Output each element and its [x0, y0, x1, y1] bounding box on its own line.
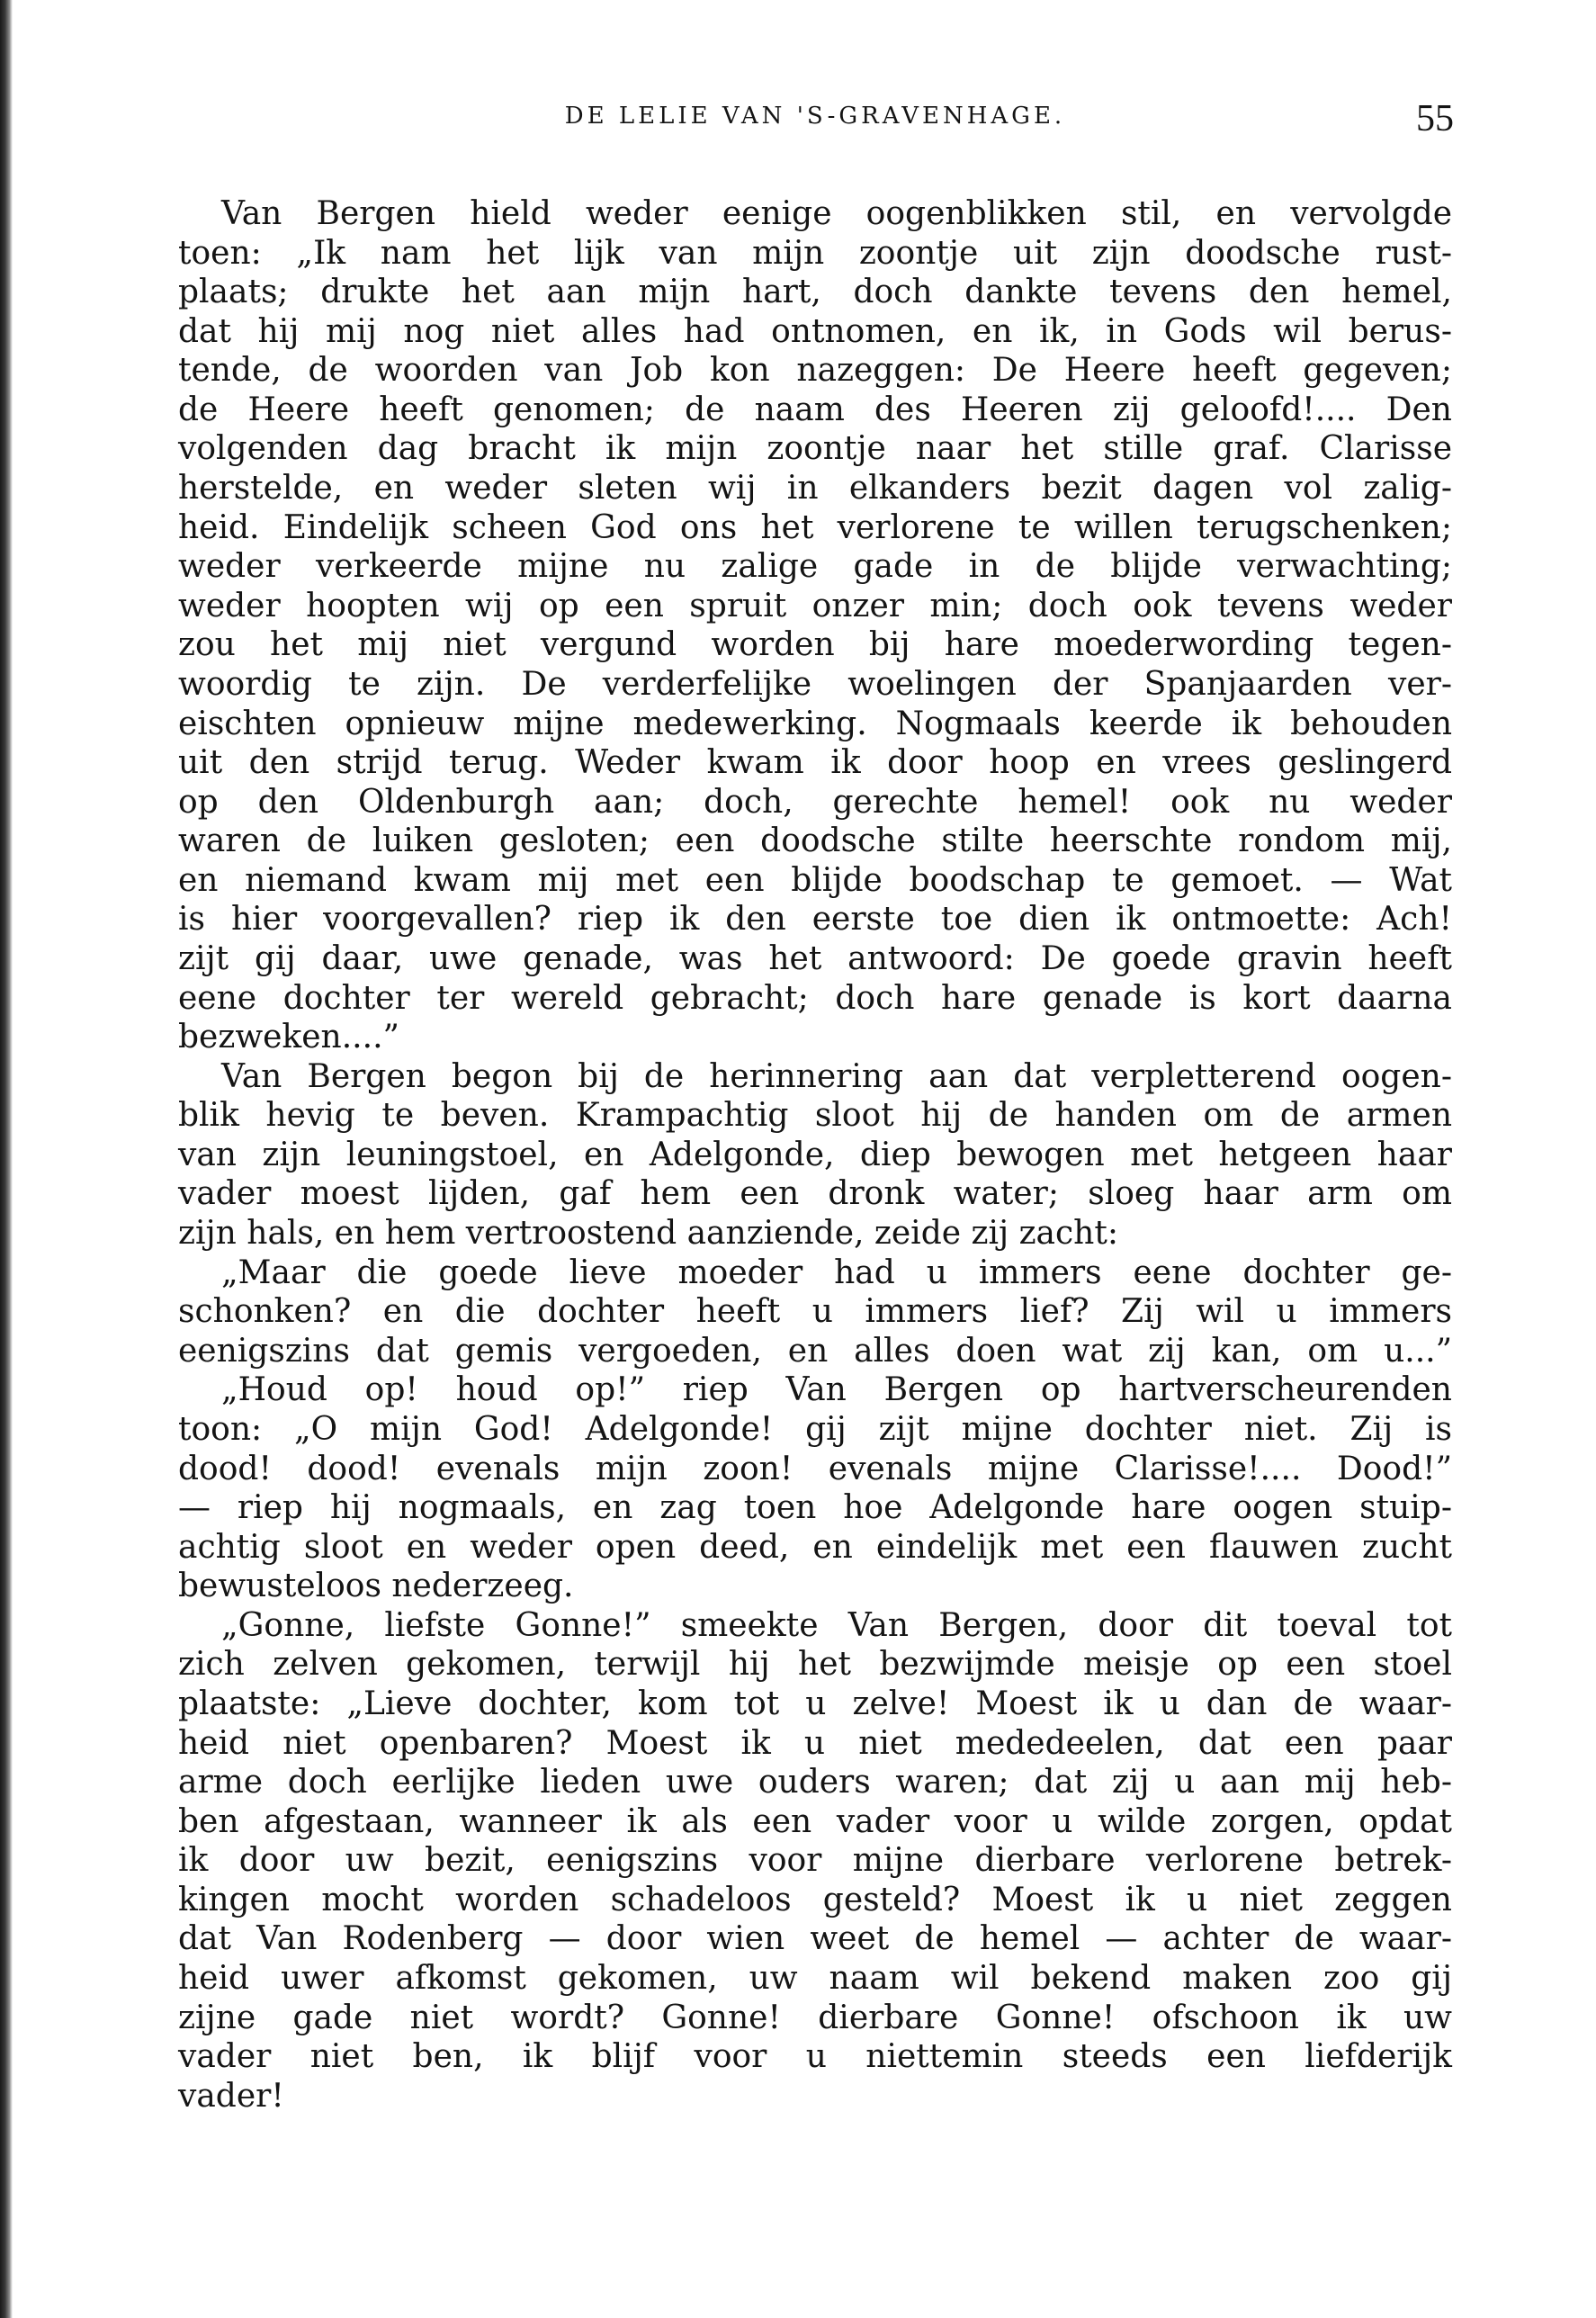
text-line: — riep hij nogmaals, en zag toen hoe Adelgonde hare oogen stuip-: [178, 1489, 1452, 1527]
text-line: „Maar die goede lieve moeder had u immers eene dochter ge-: [221, 1253, 1452, 1291]
text-line: en niemand kwam mij met een blijde boodschap te gemoet. — Wat: [178, 861, 1452, 899]
text-line: achtig sloot en weder open deed, en eindelijk met een flauwen zucht: [178, 1528, 1452, 1566]
text-line: woordig te zijn. De verderfelijke woelingen der Spanjaarden ver-: [178, 665, 1452, 703]
text-line: op den Oldenburgh aan; doch, gerechte hemel! ook nu weder: [178, 783, 1452, 821]
text-line: tende, de woorden van Job kon nazeggen: De Heere heeft gegeven;: [178, 352, 1452, 390]
text-line: herstelde, en weder sleten wij in elkanders bezit dagen vol zalig-: [178, 470, 1452, 508]
text-line: plaatste: „Lieve dochter, kom tot u zelve! Moest ik u dan de waar-: [178, 1685, 1452, 1722]
text-line: ik door uw bezit, eenigszins voor mijne dierbare verlorene betrek-: [178, 1842, 1452, 1880]
text-line: toon: „O mijn God! Adelgonde! gij zijt mijne dochter niet. Zij is: [178, 1410, 1452, 1448]
text-line: vader niet ben, ik blijf voor u niettemin steeds een liefderijk: [178, 2038, 1452, 2076]
text-line: kingen mocht worden schadeloos gesteld? Moest ik u niet zeggen: [178, 1881, 1452, 1918]
text-line: „Gonne, liefste Gonne!” smeekte Van Bergen, door dit toeval tot: [221, 1606, 1452, 1644]
text-line: schonken? en die dochter heeft u immers lief? Zij wil u immers: [178, 1293, 1452, 1331]
text-line: zich zelven gekomen, terwijl hij het bezwijmde meisje op een stoel: [178, 1646, 1452, 1684]
text-line: Van Bergen begon bij de herinnering aan dat verpletterend oogen-: [221, 1057, 1452, 1095]
text-line: dat Van Rodenberg — door wien weet de hemel — achter de waar-: [178, 1920, 1452, 1958]
text-line: volgenden dag bracht ik mijn zoontje naar het stille graf. Clarisse: [178, 430, 1452, 468]
text-line: weder hoopten wij op een spruit onzer min; doch ook tevens weder: [178, 587, 1452, 624]
text-line: de Heere heeft genomen; de naam des Heeren zij geloofd!.... Den: [178, 391, 1452, 428]
page-header: [176, 97, 1454, 144]
binding-edge: [0, 0, 13, 2318]
text-line: eenigszins dat gemis vergoeden, en alles doen wat zij kan, om u...”: [178, 1332, 1452, 1370]
running-title: DE LELIE VAN 'S-GRAVENHAGE.: [564, 103, 1066, 130]
text-line: blik hevig te beven. Krampachtig sloot hij de handen om de armen: [178, 1097, 1452, 1135]
text-line: vader!: [178, 2077, 284, 2115]
text-line: bezweken....”: [178, 1019, 399, 1056]
text-line: zijn hals, en hem vertroostend aanziende, zeide zij zacht:: [178, 1215, 1118, 1253]
text-line: eischten opnieuw mijne medewerking. Nogmaals keerde ik behouden: [178, 705, 1452, 742]
body-text: [178, 194, 1452, 2116]
text-line: vader moest lijden, gaf hem een dronk water; sloeg haar arm om: [178, 1175, 1452, 1213]
text-line: „Houd op! houd op!” riep Van Bergen op hartverscheurenden: [221, 1371, 1452, 1409]
text-line: ben afgestaan, wanneer ik als een vader voor u wilde zorgen, opdat: [178, 1802, 1452, 1840]
text-line: eene dochter ter wereld gebracht; doch hare genade is kort daarna: [178, 979, 1452, 1017]
text-line: weder verkeerde mijne nu zalige gade in de blijde verwachting;: [178, 548, 1452, 586]
text-line: dat hij mij nog niet alles had ontnomen, en ik, in Gods wil berus-: [178, 312, 1452, 350]
text-line: toen: „Ik nam het lijk van mijn zoontje uit zijn doodsche rust-: [178, 234, 1452, 272]
page-number: 55: [1416, 98, 1454, 139]
text-line: heid niet openbaren? Moest ik u niet mededeelen, dat een paar: [178, 1724, 1452, 1762]
text-line: heid. Eindelijk scheen God ons het verlorene te willen terugschenken;: [178, 508, 1452, 546]
text-line: van zijn leuningstoel, en Adelgonde, diep bewogen met hetgeen haar: [178, 1136, 1452, 1173]
text-line: is hier voorgevallen? riep ik den eerste toe dien ik ontmoette: Ach!: [178, 901, 1452, 939]
text-line: bewusteloos nederzeeg.: [178, 1568, 574, 1605]
text-line: uit den strijd terug. Weder kwam ik door hoop en vrees geslingerd: [178, 744, 1452, 782]
text-line: waren de luiken gesloten; een doodsche stilte heerschte rondom mij,: [178, 822, 1452, 860]
text-line: dood! dood! evenals mijn zoon! evenals mijne Clarisse!.... Dood!”: [178, 1450, 1452, 1487]
text-line: zijne gade niet wordt? Gonne! dierbare Gonne! ofschoon ik uw: [178, 1999, 1452, 2036]
text-line: heid uwer afkomst gekomen, uw naam wil bekend maken zoo gij: [178, 1960, 1452, 1998]
text-line: zou het mij niet vergund worden bij hare moederwording tegen-: [178, 626, 1452, 664]
text-line: plaats; drukte het aan mijn hart, doch dankte tevens den hemel,: [178, 274, 1452, 311]
text-line: Van Bergen hield weder eenige oogenblikken stil, en vervolgde: [221, 195, 1452, 232]
text-line: zijt gij daar, uwe genade, was het antwoord: De goede gravin heeft: [178, 939, 1452, 977]
text-line: arme doch eerlijke lieden uwe ouders waren; dat zij u aan mij heb-: [178, 1764, 1452, 1801]
